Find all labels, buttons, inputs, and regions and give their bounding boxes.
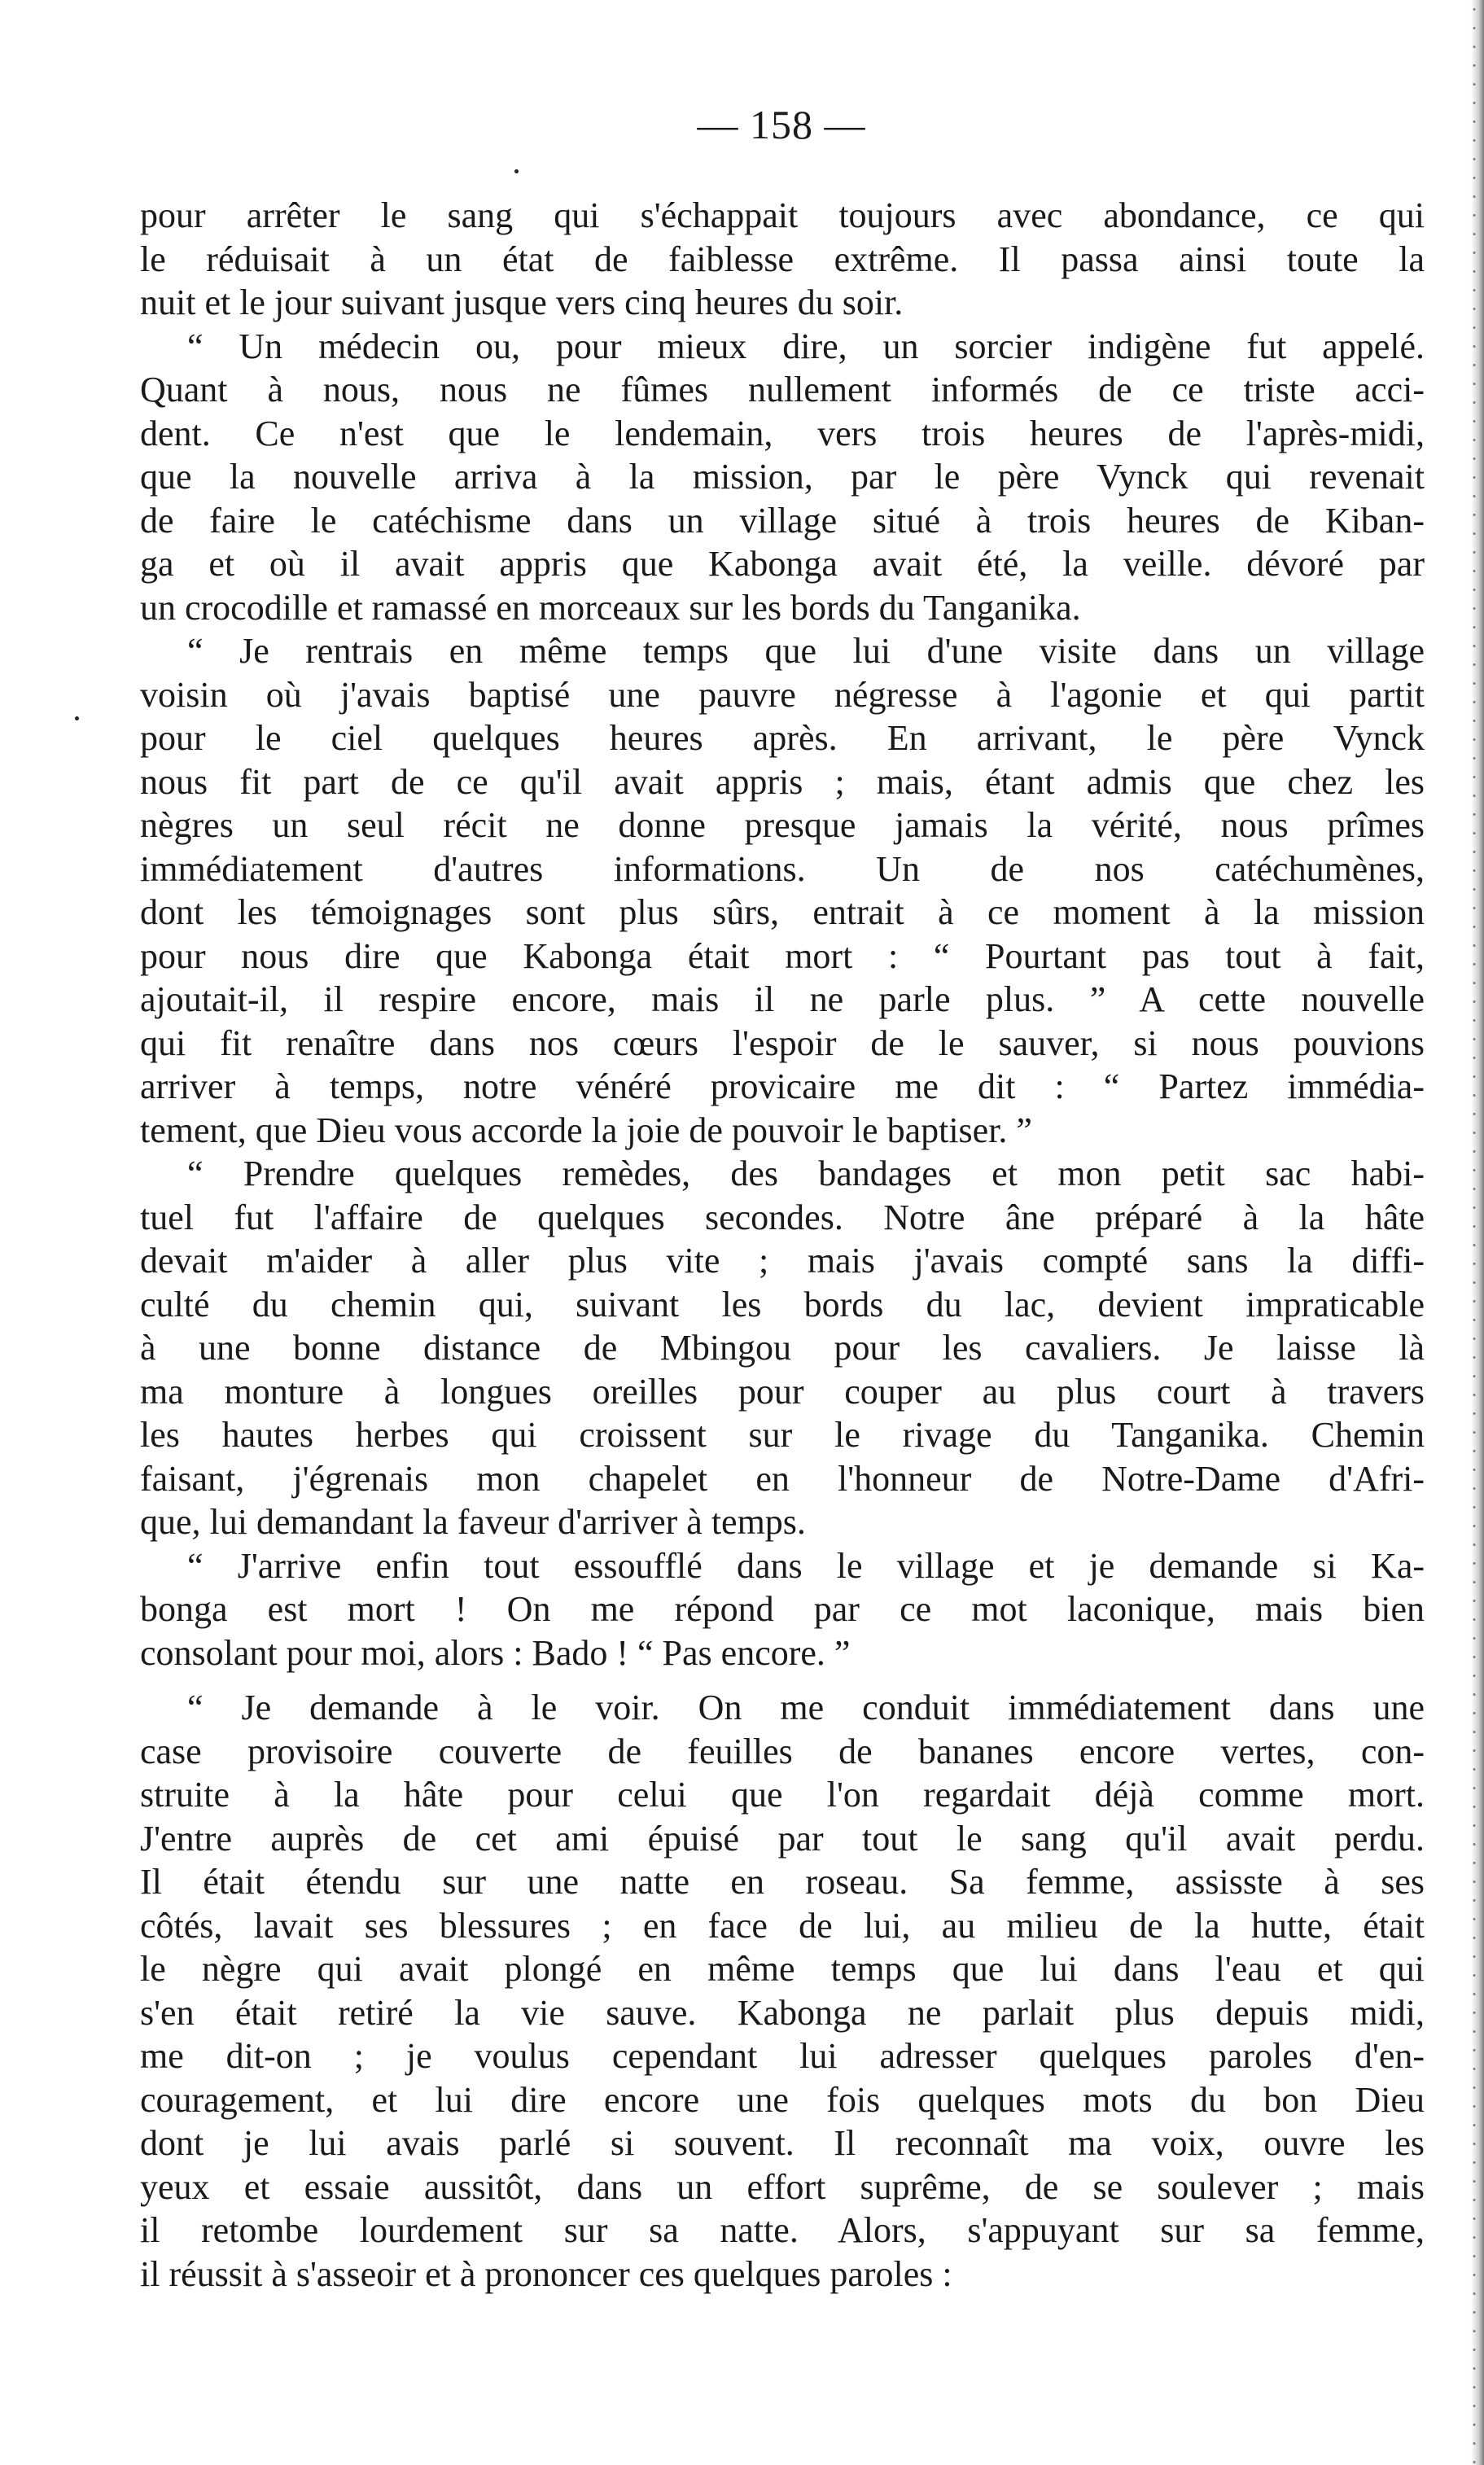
text-line: Quant à nous, nous ne fûmes nullement informés de ce triste acci- xyxy=(140,370,1425,409)
text-line: nègres un seul récit ne donne presque jamais la vérité, nous prîmes xyxy=(140,805,1425,845)
text-line: arriver à temps, notre vénéré provicaire me dit : “ Partez immédia- xyxy=(140,1066,1425,1106)
text-line: que la nouvelle arriva à la mission, par le père Vynck qui revenait xyxy=(140,457,1425,497)
text-line: struite à la hâte pour celui que l'on regardait déjà comme mort. xyxy=(140,1775,1425,1815)
text-line: case provisoire couverte de feuilles de bananes encore vertes, con- xyxy=(140,1731,1425,1771)
text-line: “ Un médecin ou, pour mieux dire, un sorcier indigène fut appelé. xyxy=(187,326,1425,366)
text-line: “ Prendre quelques remèdes, des bandages et mon petit sac habi- xyxy=(187,1154,1425,1193)
text-line: pour nous dire que Kabonga était mort : “ Pourtant pas tout à fait, xyxy=(140,935,1425,976)
text-line: dent. Ce n'est que le lendemain, vers trois heures de l'après-midi, xyxy=(140,413,1425,453)
text-line: Il était étendu sur une natte en roseau. Sa femme, assisste à ses xyxy=(140,1862,1425,1902)
paragraph xyxy=(140,1152,1425,1544)
text-line: immédiatement d'autres informations. Un de nos catéchumènes, xyxy=(140,848,1425,889)
text-line: me dit-on ; je voulus cependant lui adresser quelques paroles d'en- xyxy=(140,2036,1425,2076)
page-number: — 158 — xyxy=(697,102,866,147)
paragraph xyxy=(140,1686,1425,2296)
text-line: un crocodille et ramassé en morceaux sur les bords du Tanganika. xyxy=(140,587,1081,628)
text-line: faisant, j'égrenais mon chapelet en l'honneur de Notre-Dame d'Afri- xyxy=(140,1458,1425,1499)
text-line: voisin où j'avais baptisé une pauvre négresse à l'agonie et qui partit xyxy=(140,674,1425,715)
text-line: il retombe lourdement sur sa natte. Alors, s'appuyant sur sa femme, xyxy=(140,2210,1425,2250)
ink-speck xyxy=(75,716,79,720)
text-line: il réussit à s'asseoir et à prononcer ces quelques paroles : xyxy=(140,2253,952,2294)
text-line: de faire le catéchisme dans un village situé à trois heures de Kiban- xyxy=(140,500,1425,541)
paragraph-gap xyxy=(140,1675,1425,1686)
paragraph xyxy=(140,629,1425,1152)
text-line: nous fit part de ce qu'il avait appris ; mais, étant admis que chez les xyxy=(140,761,1425,802)
paragraph xyxy=(140,325,1425,630)
text-line: dont je lui avais parlé si souvent. Il reconnaît ma voix, ouvre les xyxy=(140,2123,1425,2163)
text-line: le nègre qui avait plongé en même temps que lui dans l'eau et qui xyxy=(140,1949,1425,1989)
text-line: les hautes herbes qui croissent sur le rivage du Tanganika. Chemin xyxy=(140,1415,1425,1455)
text-line: côtés, lavait ses blessures ; en face de lui, au milieu de la hutte, était xyxy=(140,1905,1425,1946)
text-line: “ J'arrive enfin tout essoufflé dans le village et je demande si Ka- xyxy=(187,1545,1425,1586)
text-line: nuit et le jour suivant jusque vers cinq heures du soir. xyxy=(140,282,904,322)
text-line: tement, que Dieu vous accorde la joie de pouvoir le baptiser. ” xyxy=(140,1110,1032,1150)
text-line: J'entre auprès de cet ami épuisé par tout le sang qu'il avait perdu. xyxy=(140,1818,1425,1859)
text-line: à une bonne distance de Mbingou pour les cavaliers. Je laisse là xyxy=(140,1328,1425,1368)
text-line: ga et où il avait appris que Kabonga avait été, la veille. dévoré par xyxy=(140,544,1425,584)
text-line: s'en était retiré la vie sauve. Kabonga ne parlait plus depuis midi, xyxy=(140,1992,1425,2033)
text-line: “ Je rentrais en même temps que lui d'une visite dans un village xyxy=(187,631,1425,671)
text-line: couragement, et lui dire encore une fois quelques mots du bon Dieu xyxy=(140,2079,1425,2120)
text-line: dont les témoignages sont plus sûrs, entrait à ce moment à la mission xyxy=(140,892,1425,932)
body-text xyxy=(140,194,1425,2296)
paragraph xyxy=(140,1544,1425,1675)
text-line: consolant pour moi, alors : Bado ! “ Pas encore. ” xyxy=(140,1632,851,1673)
text-line: devait m'aider à aller plus vite ; mais j'avais compté sans la diffi- xyxy=(140,1241,1425,1281)
text-line: qui fit renaître dans nos cœurs l'espoir de le sauver, si nous pouvions xyxy=(140,1022,1425,1063)
text-line: pour arrêter le sang qui s'échappait toujours avec abondance, ce qui xyxy=(140,195,1425,235)
text-line: ajoutait-il, il respire encore, mais il ne parle plus. ” A cette nouvelle xyxy=(140,979,1425,1019)
text-line: ma monture à longues oreilles pour couper au plus court à travers xyxy=(140,1371,1425,1412)
text-line: tuel fut l'affaire de quelques secondes. Notre âne préparé à la hâte xyxy=(140,1197,1425,1237)
text-line: “ Je demande à le voir. On me conduit immédiatement dans une xyxy=(187,1688,1425,1727)
page-edge-binding-marks xyxy=(1473,0,1476,2465)
text-line: le réduisait à un état de faiblesse extrême. Il passa ainsi toute la xyxy=(140,239,1425,279)
paragraph xyxy=(140,194,1425,325)
text-line: pour le ciel quelques heures après. En arrivant, le père Vynck xyxy=(140,718,1425,758)
text-line: que, lui demandant la faveur d'arriver à temps. xyxy=(140,1502,806,1542)
text-line: culté du chemin qui, suivant les bords du lac, devient impraticable xyxy=(140,1284,1425,1324)
ink-speck xyxy=(514,169,519,173)
text-line: bonga est mort ! On me répond par ce mot laconique, mais bien xyxy=(140,1589,1425,1629)
text-line: yeux et essaie aussitôt, dans un effort suprême, de se soulever ; mais xyxy=(140,2166,1425,2207)
